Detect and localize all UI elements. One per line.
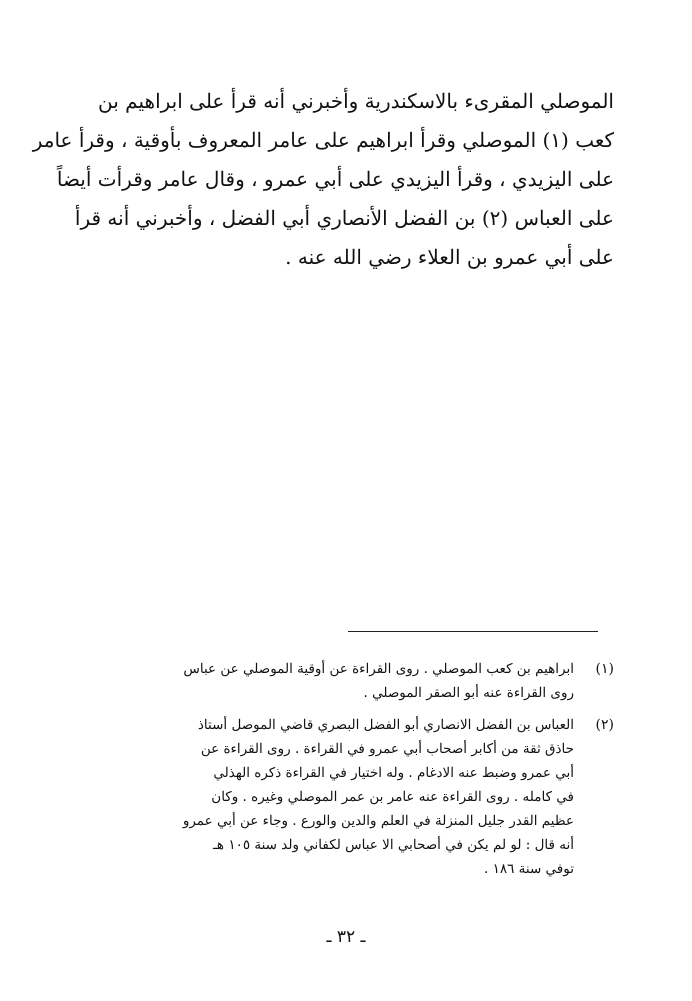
footnote-line: روى القراءة عنه أبو الصقر الموصلي .	[363, 685, 574, 701]
footnote-number: (٢)	[595, 717, 614, 733]
footnote-line: عظيم القدر جليل المنزلة في العلم والدين والورع . وجاء عن أبي عمرو	[182, 813, 574, 829]
footnote-line: أبي عمرو وضبط عنه الادغام . وله اختيار في القراءة ذكره الهذلي	[213, 765, 574, 781]
main-text-line: على العباس (٢) بن الفضل الأنصاري أبي الفضل ، وأخبرني أنه قرأ	[74, 206, 614, 230]
page-number: ـ ٣٢ ـ	[326, 927, 366, 947]
footnote-line: توفي سنة ١٨٦ .	[483, 861, 574, 877]
footnote-number: (١)	[595, 661, 614, 677]
main-text-line: الموصلي المقرىء بالاسكندرية وأخبرني أنه قرأ على ابراهيم بن	[98, 89, 614, 113]
footnote-line: العباس بن الفضل الانصاري أبو الفضل البصري قاضي الموصل أستاذ	[197, 717, 574, 733]
footnote-divider	[348, 631, 598, 632]
footnote-2	[79, 713, 614, 881]
main-text-line: على أبي عمرو بن العلاء رضي الله عنه .	[285, 245, 614, 269]
footnote-line: ابراهيم بن كعب الموصلي . روى القراءة عن أوقية الموصلي عن عباس	[183, 661, 574, 677]
footnotes-section	[79, 657, 614, 889]
main-text-line: كعب (١) الموصلي وقرأ ابراهيم على عامر المعروف بأوقية ، وقرأ عامر	[32, 128, 614, 152]
footnote-line: حاذق ثقة من أكابر أصحاب أبي عمرو في القراءة . روى القراءة عن	[200, 741, 574, 757]
footnote-line: أنه قال : لو لم يكن في أصحابي الا عباس لكفاني ولد سنة ١٠٥ هـ	[212, 837, 574, 853]
main-text-line: على اليزيدي ، وقرأ اليزيدي على أبي عمرو ، وقال عامر وقرأت أيضاً	[56, 167, 614, 191]
main-text-block	[32, 82, 614, 277]
footnote-1	[79, 657, 614, 705]
footnote-line: في كامله . روى القراءة عنه عامر بن عمر الموصلي وغيره . وكان	[211, 789, 574, 805]
